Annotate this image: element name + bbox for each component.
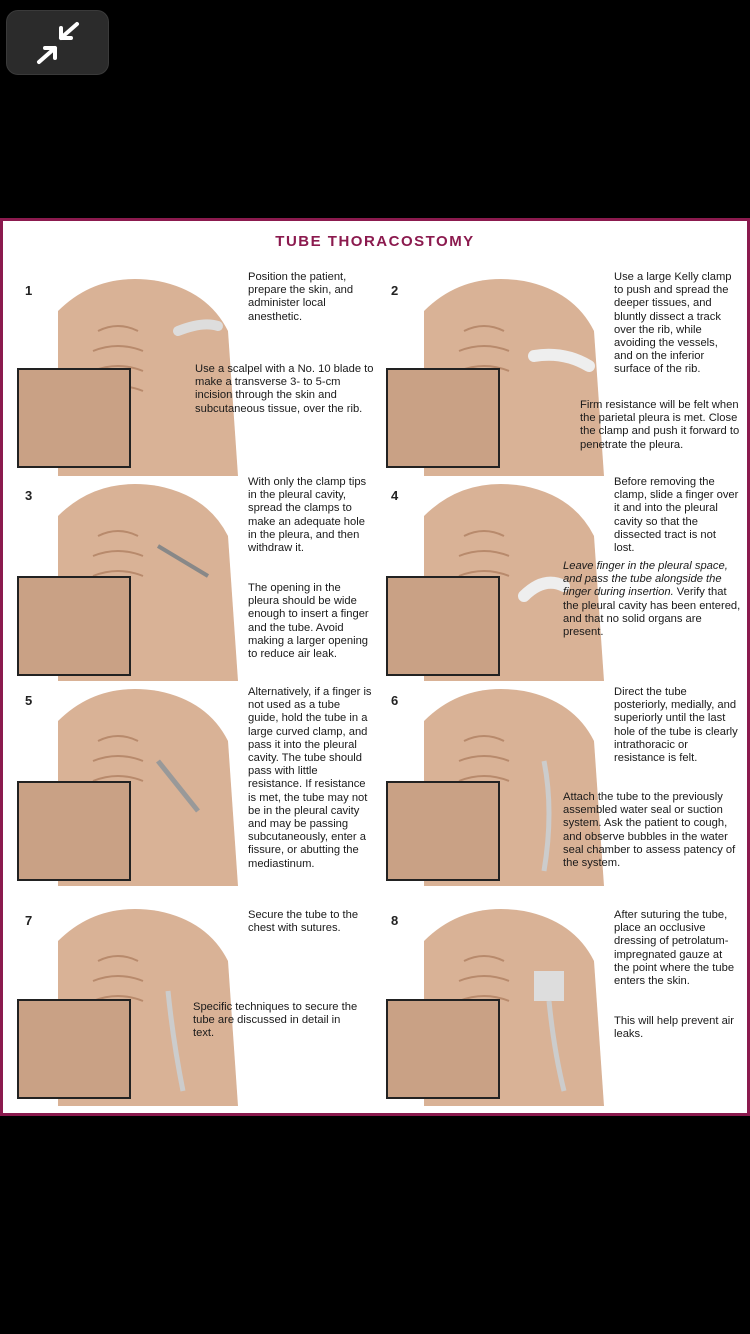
- step-text-secondary: Specific techniques to secure the tube are discussed in detail in text.: [193, 1001, 358, 1040]
- inset-illustration: [17, 576, 131, 676]
- exit-fullscreen-button[interactable]: [6, 10, 109, 75]
- step-text: With only the clamp tips in the pleural cavity, spread the clamps to make an adequate hole in the pleura, and then withdraw it.: [248, 476, 367, 555]
- step-text-secondary: This will help prevent air leaks.: [614, 1015, 735, 1041]
- step-number: 7: [25, 913, 33, 928]
- inset-illustration: [17, 368, 131, 468]
- step-panel-5: [3, 681, 373, 886]
- step-text-secondary: Attach the tube to the previously assembled water seal or suction system. Ask the patient to cough, and observe bubbles in the water seal chamber to assess patency of the system.: [563, 791, 736, 870]
- step-number: 6: [391, 693, 399, 708]
- step-panel-4: [369, 476, 739, 681]
- inset-illustration: [17, 781, 131, 881]
- step-text: Secure the tube to the chest with sutures.: [248, 909, 359, 935]
- step-number: 3: [25, 488, 33, 503]
- step-text: Position the patient, prepare the skin, and administer local anesthetic.: [248, 271, 354, 323]
- step-panel-8: [369, 901, 739, 1106]
- step-text-secondary: [563, 560, 743, 639]
- inset-illustration: [386, 999, 500, 1099]
- inset-illustration: [386, 576, 500, 676]
- step-number: 1: [25, 283, 33, 298]
- step-text-secondary: The opening in the pleura should be wide enough to insert a finger and the tube. Avoid making a larger opening to reduce air leak.: [248, 582, 369, 661]
- step-text-secondary: Use a scalpel with a No. 10 blade to make a transverse 3- to 5-cm incision through the skin and subcutaneous tissue, over the rib.: [195, 363, 374, 415]
- step-panel-6: [369, 681, 739, 886]
- step-panel-3: [3, 476, 373, 681]
- inset-illustration: [386, 781, 500, 881]
- step-text: Direct the tube posteriorly, medially, and superiorly until the last hole of the tube is clearly intrathoracic or resistance is felt.: [614, 686, 738, 765]
- step-text-italic: Leave finger in the pleural space, and pass the tube alongside the finger during insertion.: [563, 560, 728, 599]
- page-title: TUBE THORACOSTOMY: [275, 233, 475, 250]
- step-text: After suturing the tube, place an occlusive dressing of petrolatum-impregnated gauze at the point where the tube enters the skin.: [614, 909, 735, 988]
- step-panel-1: [3, 221, 373, 426]
- step-number: 2: [391, 283, 399, 298]
- step-number: 8: [391, 913, 399, 928]
- step-text-tail: Verify that the pleural cavity has been entered, and that no solid organs are present.: [563, 586, 741, 639]
- procedure-sheet: [0, 218, 750, 1116]
- step-text: Before removing the clamp, slide a finger over it and into the pleural cavity so that the dissected tract is not lost.: [614, 476, 739, 555]
- step-text-secondary: Firm resistance will be felt when the parietal pleura is met. Close the clamp and push it forward to penetrate the pleura.: [580, 399, 740, 451]
- step-panel-7: [3, 901, 373, 1106]
- step-number: 5: [25, 693, 33, 708]
- step-text: Use a large Kelly clamp to push and spread the deeper tissues, and bluntly dissect a track over the rib, while avoiding the vessels, and on the inferior surface of the rib.: [614, 271, 732, 376]
- inset-illustration: [386, 368, 500, 468]
- inset-illustration: [17, 999, 131, 1099]
- step-panel-2: [369, 221, 740, 451]
- step-number: 4: [391, 488, 399, 503]
- exit-fullscreen-icon: [31, 20, 85, 66]
- step-text: Alternatively, if a finger is not used as a tube guide, hold the tube in a large curved clamp, and pass it into the pleural cavity. The tube should pass with little resistance. If resistance is met, the tube may not be in the pleural cavity and may be passing subcutaneously, enter a fissure, or abutting the mediastinum.: [248, 686, 372, 870]
